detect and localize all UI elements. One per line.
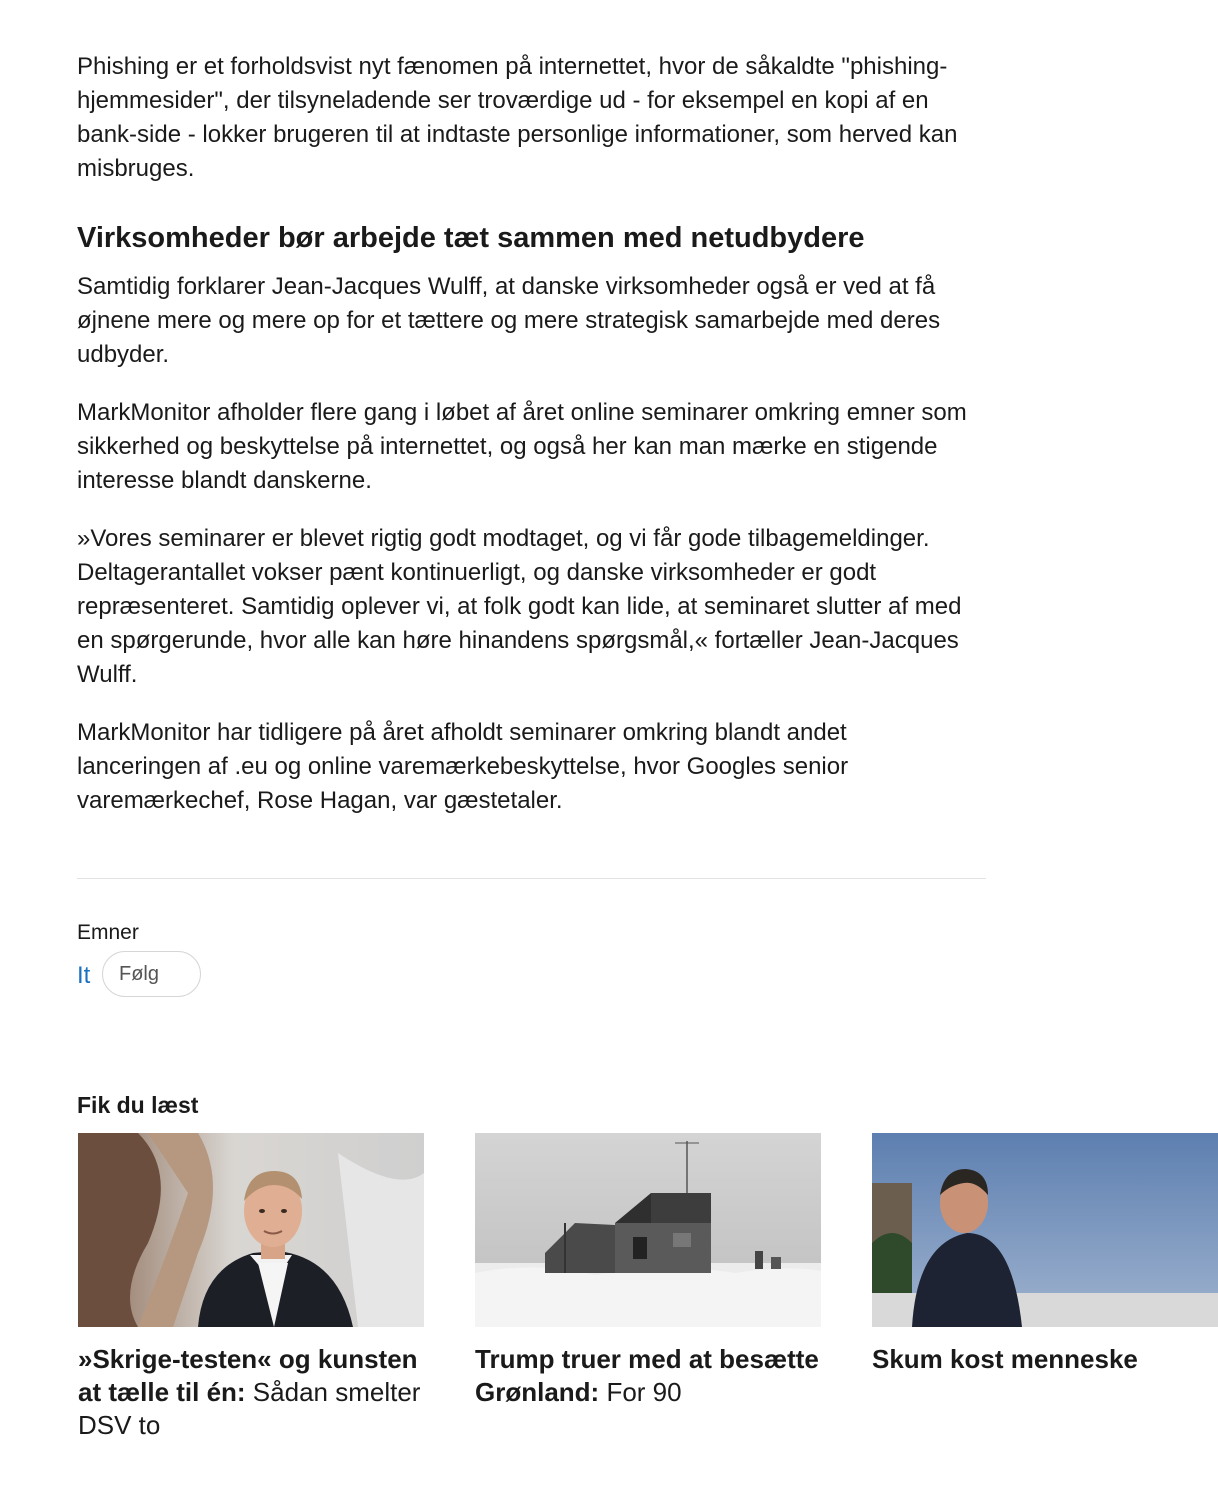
headline-rest: Sådan smelter DSV to	[78, 1377, 421, 1440]
article-paragraph: MarkMonitor har tidligere på året afholdt seminarer omkring blandt andet lanceringen af .eu og online varemærkebeskyttelse, hvor Googles senior varemærkechef, Rose Hagan, var gæstetaler.	[77, 719, 849, 814]
section-divider	[77, 878, 986, 879]
related-carousel[interactable]	[78, 1133, 1138, 1463]
headline-bold: Trump truer med at besætte Grønland:	[475, 1344, 819, 1407]
article-paragraph: Phishing er et forholdsvist nyt fænomen på internettet, hvor de såkaldte "phishing-hjemmesider", der tilsyneladende ser troværdige ud - for eksempel en kopi af en bank-side - lokker brugeren til at indtaste personlige informationer, som herved kan misbruges.	[77, 53, 958, 182]
headline-rest: For 90	[599, 1377, 682, 1407]
headline-bold: »Skrige-testen« og kunsten at tælle til én:	[78, 1344, 418, 1407]
topics-label: Emner	[77, 921, 139, 944]
headline-bold: Skum kost menneske	[872, 1344, 1138, 1374]
arctic-hut-photo-icon	[475, 1133, 821, 1327]
article-body	[77, 50, 977, 842]
related-card-headline[interactable]	[475, 1343, 821, 1409]
related-card[interactable]	[872, 1133, 1218, 1376]
man-outdoor-photo-icon	[872, 1133, 1218, 1327]
topic-link-it[interactable]: It	[77, 962, 91, 989]
related-section-title: Fik du læst	[77, 1092, 199, 1118]
related-card[interactable]	[475, 1133, 821, 1409]
related-card-headline[interactable]	[78, 1343, 424, 1442]
article-paragraph: MarkMonitor afholder flere gang i løbet af året online seminarer omkring emner som sikkerhed og beskyttelse på internettet, og også her kan man mærke en stigende interesse blandt danskerne.	[77, 399, 967, 494]
follow-topic-button[interactable]: Følg	[102, 951, 201, 997]
related-card-headline[interactable]	[872, 1343, 1218, 1376]
article-subheading: Virksomheder bør arbejde tæt sammen med netudbydere	[77, 222, 865, 254]
portrait-photo-icon	[78, 1133, 424, 1327]
article-paragraph: »Vores seminarer er blevet rigtig godt modtaget, og vi får gode tilbagemeldinger. Deltagerantallet vokser pænt kontinuerligt, og danske virksomheder er godt repræsenteret. Samtidig oplever vi, at folk godt kan lide, at seminaret slutter af med en spørgerunde, hvor alle kan høre hinandens spørgsmål,« fortæller Jean-Jacques Wulff.	[77, 525, 962, 688]
related-card[interactable]	[78, 1133, 424, 1442]
article-paragraph: Samtidig forklarer Jean-Jacques Wulff, at danske virksomheder også er ved at få øjnene mere og mere op for et tættere og mere strategisk samarbejde med deres udbyder.	[77, 273, 941, 368]
